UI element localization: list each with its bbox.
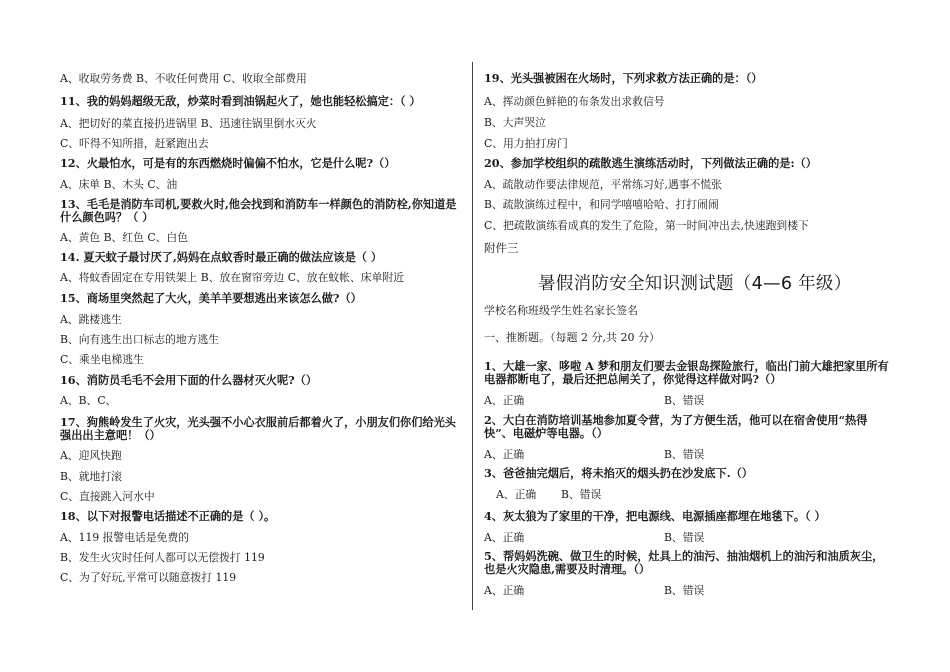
option-a: A、正确 [484, 531, 525, 544]
answer-line: A、跳楼逃生 [60, 313, 122, 326]
question-line: 4、灰太狼为了家里的干净，把电源线、电源插座都埋在地毯下。（ ） [484, 509, 826, 523]
question-line: 14. 夏天蚊子最讨厌了,妈妈在点蚊香时最正确的做法应该是（ ） [60, 250, 383, 264]
option-b: B、错误 [561, 488, 602, 501]
option-a: A、正确 [484, 394, 525, 407]
option-a: A、正确 [484, 448, 525, 461]
question-line: 17、狗熊岭发生了火灾，光头强不小心衣服前后都着火了，小朋友们你们给光头强出出主意吧！（） [60, 415, 456, 442]
school-info-line: 学校名称班级学生姓名家长签名 [484, 304, 638, 317]
question-line: 20、参加学校组织的疏散逃生演练活动时，下列做法正确的是:（） [484, 156, 817, 170]
answer-line: C、直接跳入河水中 [60, 490, 155, 503]
answer-line: C、乘坐电梯逃生 [60, 353, 144, 366]
section-heading: 一、推断题。（每题 2 分,共 20 分） [484, 331, 660, 344]
option-b: B、错误 [664, 531, 705, 544]
answer-line: A、收取劳务费 B、不收任何费用 C、收取全部费用 [60, 72, 307, 85]
answer-line: C、为了好玩,平常可以随意拨打 119 [60, 571, 237, 584]
answer-line: A、119 报警电话是免费的 [60, 531, 190, 544]
question-line: 2、大白在消防培训基地参加夏令营，为了方便生活，他可以在宿舍使用“热得快”、电磁炉等电器。（） [484, 413, 868, 440]
question-line: 18、以下对报警电话描述不正确的是（ ）。 [60, 509, 276, 523]
option-a: A、正确 [484, 584, 525, 597]
answer-line: A、将蚊香固定在专用铁架上 B、放在窗帘旁边 C、放在蚊帐、床单附近 [60, 271, 404, 284]
column-divider [472, 62, 473, 610]
question-line: 13、毛毛是消防车司机,要救火时,他会找到和消防车一样颜色的消防栓,你知道是什么颜色吗？（ ） [60, 197, 457, 224]
page-title: 暑假消防安全知识测试题（4—6 年级） [538, 274, 852, 294]
appendix-label: 附件三 [484, 241, 519, 255]
option-b: B、错误 [664, 394, 705, 407]
answer-line: A、黄色 B、红色 C、白色 [60, 231, 189, 244]
option-a: A、正确 [496, 488, 537, 501]
option-b: B、错误 [664, 448, 705, 461]
question-line: 11、我的妈妈超级无敌，炒菜时看到油锅起火了，她也能轻松搞定：（ ） [60, 94, 421, 108]
answer-line: A、挥动颜色鲜艳的布条发出求救信号 [484, 95, 665, 108]
option-b: B、错误 [664, 584, 705, 597]
answer-line: C、用力拍打房门 [484, 137, 568, 150]
question-line: 1、大雄一家、哆啦 A 梦和朋友们要去金银岛探险旅行，临出门前大雄把家里所有电器都断电了，最后还把总闸关了，你觉得这样做对吗?（） [484, 359, 889, 386]
answer-line: A、把切好的菜直接扔进锅里 B、迅速往锅里倒水灭火 [60, 117, 317, 130]
question-line: 15、商场里突然起了大火，美羊羊要想逃出来该怎么做?（） [60, 291, 362, 305]
question-line: 3、爸爸抽完烟后，将未掐灭的烟头扔在沙发底下.（） [484, 466, 753, 480]
question-line: 5、帮妈妈洗碗、做卫生的时候，灶具上的油污、抽油烟机上的油污和油质灰尘，也是火灾隐患,需要及时清理。（） [484, 549, 884, 576]
answer-line: B、疏散演练过程中，和同学嘻嘻哈哈、打打闹闹 [484, 198, 719, 211]
answer-line: B、向有逃生出口标志的地方逃生 [60, 333, 220, 346]
answer-line: A、B、C、 [60, 394, 117, 407]
answer-line: A、疏散动作要法律规范，平常练习好,遇事不慌张 [484, 178, 722, 191]
question-line: 12、火最怕水，可是有的东西燃烧时偏偏不怕水，它是什么呢?（） [60, 156, 396, 170]
answer-line: B、就地打滚 [60, 470, 122, 483]
answer-line: C、把疏散演练看成真的发生了危险，第一时间冲出去,快速跑到楼下 [484, 219, 809, 232]
answer-line: B、大声哭泣 [484, 116, 546, 129]
answer-line: A、迎风快跑 [60, 449, 122, 462]
answer-line: C、吓得不知所措，赶紧跑出去 [60, 137, 209, 150]
question-line: 19、光头强被困在火场时，下列求救方法正确的是：（） [484, 71, 763, 85]
answer-line: B、发生火灾时任何人都可以无偿拨打 119 [60, 551, 265, 564]
answer-line: A、床单 B、木头 C、油 [60, 178, 178, 191]
question-line: 16、消防员毛毛不会用下面的什么器材灭火呢?（） [60, 373, 318, 387]
